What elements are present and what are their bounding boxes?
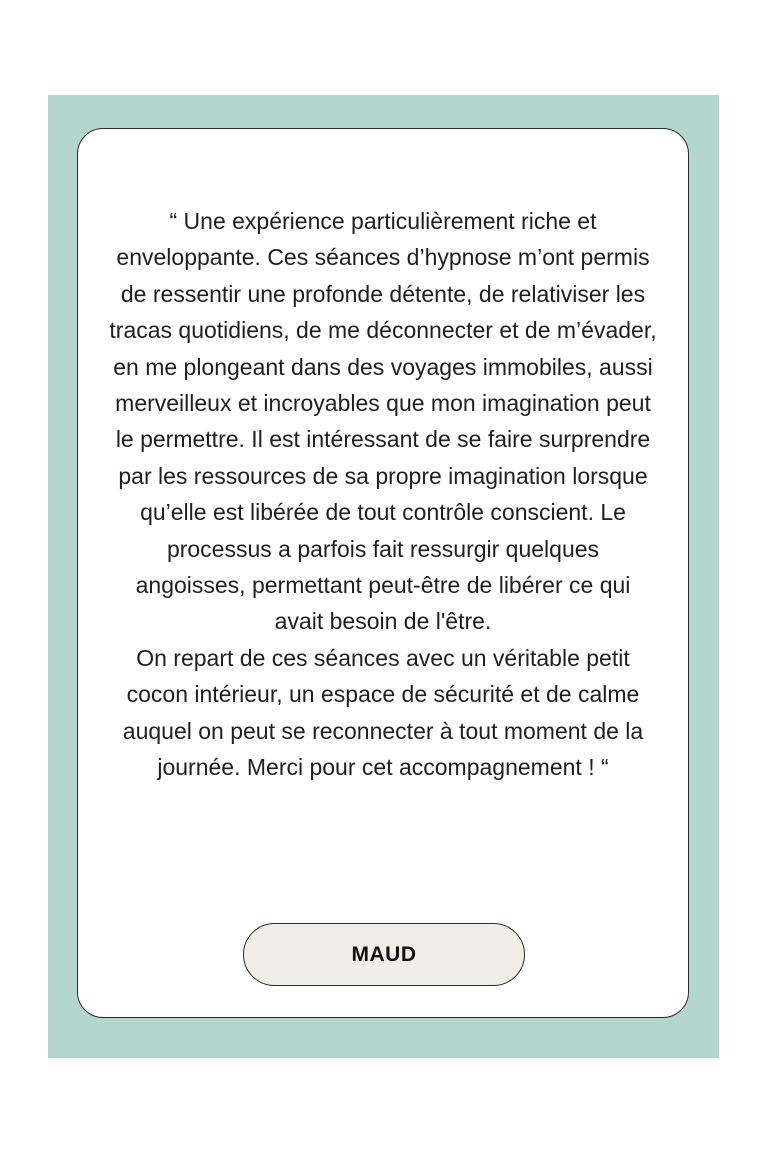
testimonial-section [48, 95, 719, 1058]
testimonial-paragraph-2: On repart de ces séances avec un véritable petit cocon intérieur, un espace de sécurité et de calme auquel on peut se reconnecter à tout moment de la journée. Merci pour cet accompagnement ! “ [122, 644, 644, 781]
author-name-badge: MAUD [243, 923, 525, 986]
testimonial-card [77, 128, 689, 1018]
testimonial-quote [98, 203, 668, 786]
testimonial-paragraph-1: “ Une expérience particulièrement riche et enveloppante. Ces séances d’hypnose m’ont permis de ressentir une profonde détente, de relativiser les tracas quotidiens, de me déconnecter et de m’évader, en me plongeant dans des voyages immobiles, aussi merveilleux et incroyables que mon imagination peut le permettre. Il est intéressant de se faire surprendre par les ressources de sa propre imagination lorsque qu’elle est libérée de tout contrôle conscient. Le processus a parfois fait ressurgir quelques angoisses, permettant peut-être de libérer ce qui avait besoin de l'être. [109, 208, 657, 635]
